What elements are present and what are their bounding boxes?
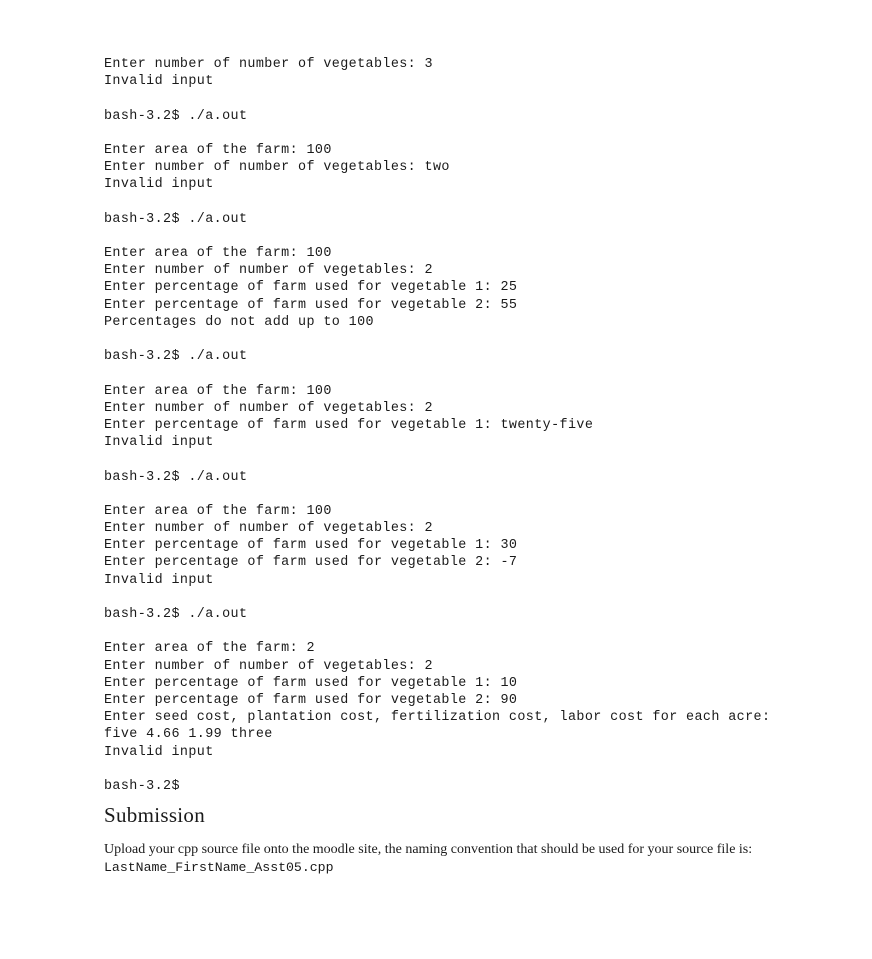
- terminal-blank-line: [104, 451, 824, 468]
- terminal-line: bash-3.2$: [104, 778, 180, 794]
- terminal-line: Invalid input: [104, 177, 214, 193]
- terminal-line: five 4.66 1.99 three: [104, 727, 273, 743]
- terminal-line: Enter area of the farm: 100: [104, 142, 332, 158]
- document-page: [104, 56, 824, 875]
- submission-instructions: [104, 841, 804, 876]
- terminal-line: Enter area of the farm: 100: [104, 246, 332, 262]
- section-heading-submission: Submission: [104, 803, 206, 827]
- terminal-line: Invalid input: [104, 74, 214, 90]
- terminal-line: Enter number of number of vegetables: 3: [104, 57, 433, 72]
- terminal-line: Enter area of the farm: 2: [104, 641, 315, 657]
- terminal-line: Percentages do not add up to 100: [104, 314, 374, 330]
- terminal-line: Invalid input: [104, 572, 214, 588]
- terminal-line: bash-3.2$ ./a.out: [104, 349, 248, 365]
- terminal-blank-line: [104, 623, 824, 640]
- terminal-line: Enter percentage of farm used for vegetable 1: 25: [104, 280, 518, 296]
- submission-filename: LastName_FirstName_Asst05.cpp: [104, 859, 334, 875]
- terminal-line: bash-3.2$ ./a.out: [104, 469, 248, 485]
- terminal-blank-line: [104, 194, 824, 211]
- terminal-line: bash-3.2$ ./a.out: [104, 211, 248, 227]
- terminal-blank-line: [104, 486, 824, 503]
- terminal-line: Enter area of the farm: 100: [104, 383, 332, 399]
- terminal-line: Enter number of number of vegetables: two: [104, 160, 450, 176]
- terminal-line: Enter percentage of farm used for vegetable 1: twenty-five: [104, 417, 594, 433]
- terminal-line: bash-3.2$ ./a.out: [104, 607, 248, 622]
- terminal-blank-line: [104, 365, 824, 382]
- terminal-blank-line: [104, 228, 824, 245]
- terminal-line: bash-3.2$ ./a.out: [104, 108, 248, 124]
- terminal-line: Enter percentage of farm used for vegetable 2: 90: [104, 692, 518, 708]
- terminal-line: Enter percentage of farm used for vegetable 1: 10: [104, 675, 518, 691]
- terminal-line: Invalid input: [104, 744, 214, 760]
- terminal-blank-line: [104, 90, 824, 107]
- terminal-blank-line: [104, 589, 824, 606]
- terminal-line: Enter number of number of vegetables: 2: [104, 521, 433, 537]
- terminal-blank-line: [104, 331, 824, 348]
- terminal-transcript: [104, 56, 824, 795]
- terminal-line: Enter percentage of farm used for vegetable 1: 30: [104, 538, 518, 554]
- terminal-line: Enter seed cost, plantation cost, fertilization cost, labor cost for each acre:: [104, 710, 771, 726]
- terminal-line: Enter percentage of farm used for vegetable 2: -7: [104, 555, 518, 571]
- terminal-blank-line: [104, 125, 824, 142]
- terminal-line: Enter area of the farm: 100: [104, 503, 332, 519]
- submission-text: Upload your cpp source file onto the moodle site, the naming convention that should be used for your source file is:: [104, 842, 753, 857]
- terminal-line: Invalid input: [104, 435, 214, 451]
- terminal-line: Enter number of number of vegetables: 2: [104, 263, 433, 279]
- terminal-blank-line: [104, 761, 824, 778]
- terminal-line: Enter number of number of vegetables: 2: [104, 400, 433, 416]
- terminal-line: Enter percentage of farm used for vegetable 2: 55: [104, 297, 518, 313]
- terminal-line: Enter number of number of vegetables: 2: [104, 658, 433, 674]
